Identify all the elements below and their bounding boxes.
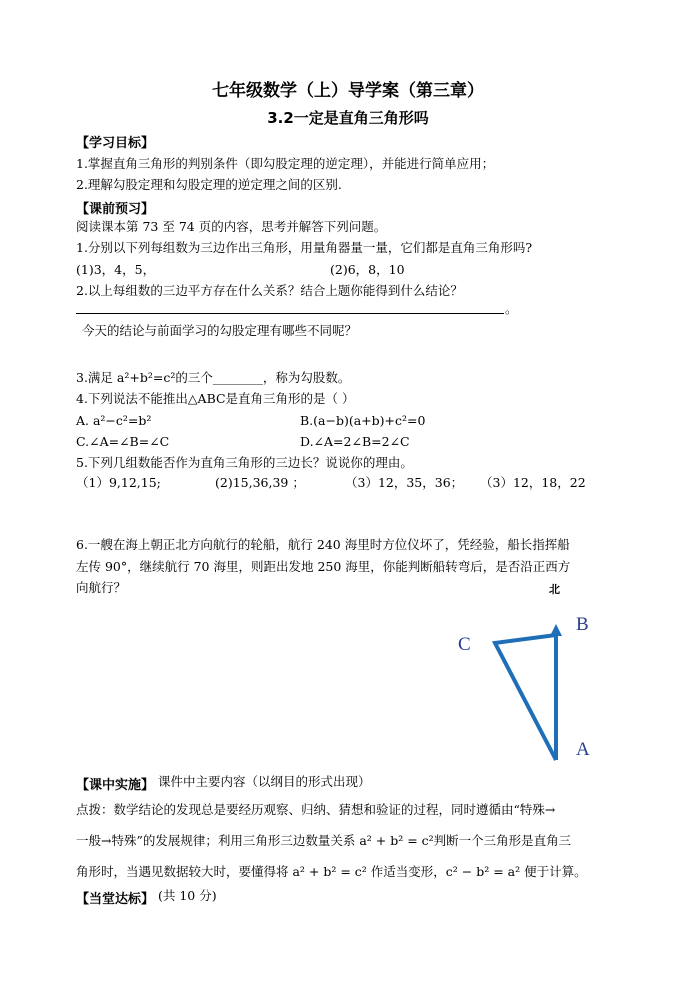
page-title: 七年级数学（上）导学案（第三章）: [212, 81, 484, 101]
question-2-end: 。: [505, 301, 518, 316]
check-text: (共 10 分): [158, 888, 217, 903]
tip-line-3: 角形时，当遇见数据较大时，要懂得将 a² + b² = c² 作适当变形，c² − b² = a² 便于计算。: [76, 864, 587, 879]
goal-1: 1.掌握直角三角形的判别条件（即勾股定理的逆定理），并能进行简单应用；: [76, 156, 495, 171]
class-header: 【课中实施】: [76, 778, 155, 793]
preview-header: 【课前预习】: [76, 202, 155, 217]
check-header: 【当堂达标】: [76, 892, 155, 907]
question-4: 4.下列说法不能推出△ABC是直角三角形的是（ ）: [76, 391, 355, 406]
goals-header: 【学习目标】: [76, 136, 155, 151]
question-3: 3.满足 a²+b²=c²的三个________，称为勾股数。: [76, 370, 351, 385]
point-c-label: C: [458, 634, 471, 655]
north-arrowhead-icon: [550, 624, 562, 636]
question-1: 1.分别以下列每组数为三边作出三角形，用量角器量一量，它们都是直角三角形吗?: [76, 240, 533, 255]
north-label: 北: [549, 583, 560, 596]
question-5-item-1: （1）9,12,15;: [76, 475, 161, 490]
lesson-subtitle: 3.2一定是直角三角形吗: [267, 109, 429, 127]
ship-route-diagram: [450, 580, 610, 765]
question-5-item-3: （3）12，35，36；: [345, 475, 464, 490]
question-4-option-b: B.(a−b)(a+b)+c²=0: [300, 413, 426, 428]
preview-intro: 阅读课本第 73 至 74 页的内容，思考并解答下列问题。: [76, 219, 387, 234]
point-a-label: A: [576, 739, 590, 760]
question-1-a: (1)3，4，5，: [76, 262, 156, 277]
question-6-line-3: 向航行？: [76, 580, 127, 595]
triangle-route: [495, 635, 556, 760]
question-4-option-d: D.∠A=2∠B=2∠C: [300, 434, 410, 449]
goal-2: 2.理解勾股定理和勾股定理的逆定理之间的区别.: [76, 177, 342, 192]
tip-line-2: 一般→特殊”的发展规律；利用三角形三边数量关系 a² + b² = c²判断一个三角形是直角三: [76, 833, 572, 848]
question-5-item-2: (2)15,36,39 ；: [215, 475, 305, 490]
question-4-option-a: A. a²−c²=b²: [76, 413, 152, 428]
class-text: 课件中主要内容（以纲目的形式出现）: [158, 774, 371, 789]
question-2-followup: 今天的结论与前面学习的勾股定理有哪些不同呢？: [82, 323, 358, 338]
question-5: 5.下列几组数能否作为直角三角形的三边长？说说你的理由。: [76, 455, 413, 470]
point-b-label: B: [576, 614, 589, 635]
question-4-option-c: C.∠A=∠B=∠C: [76, 434, 170, 449]
question-6-line-1: 6.一艘在海上朝正北方向航行的轮船，航行 240 海里时方位仪坏了，凭经验，船长指挥船: [76, 537, 570, 552]
question-2: 2.以上每组数的三边平方存在什么关系？结合上题你能得到什么结论？: [76, 283, 463, 298]
question-6-line-2: 左传 90°，继续航行 70 海里，则距出发地 250 海里，你能判断船转弯后，是否沿正西方: [76, 559, 571, 574]
answer-blank-line[interactable]: [76, 313, 504, 314]
question-1-b: (2)6，8，10: [330, 262, 405, 277]
tip-line-1: 点拨：数学结论的发现总是要经历观察、归纳、猜想和验证的过程，同时遵循由“特殊→: [76, 802, 556, 817]
route-lines: [495, 635, 556, 760]
question-5-item-4: （3）12，18，22: [480, 475, 586, 490]
